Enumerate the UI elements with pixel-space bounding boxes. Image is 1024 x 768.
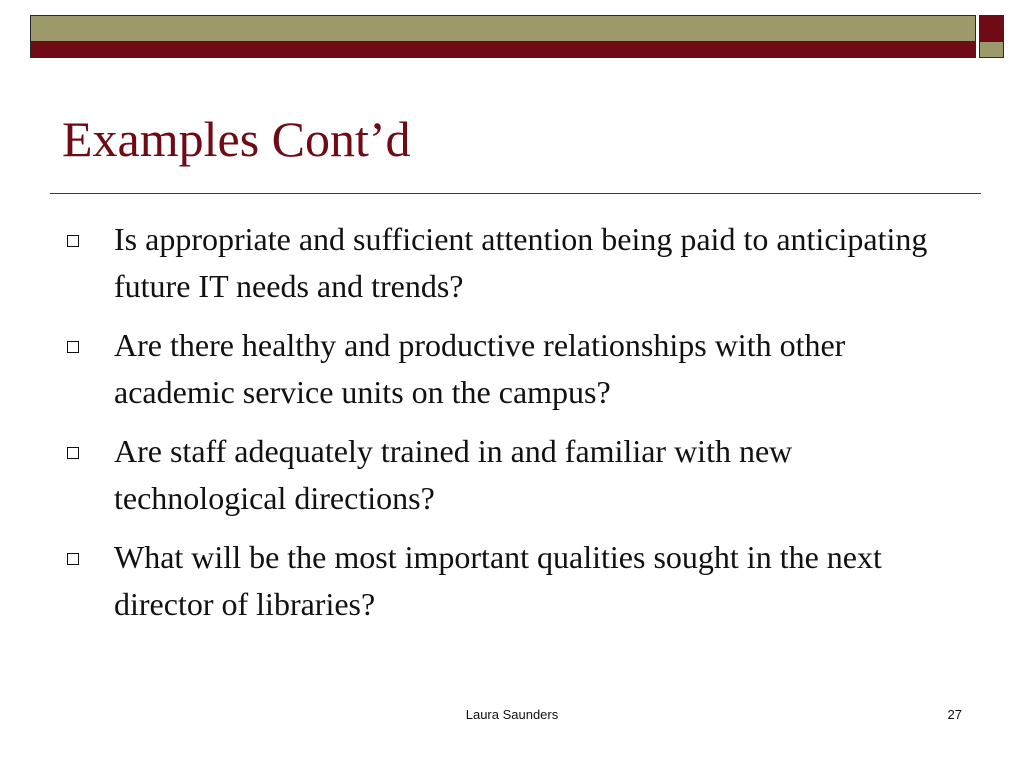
hollow-square-icon	[67, 341, 79, 353]
bullet-text: What will be the most important qualities sought in the next director of libraries?	[114, 539, 882, 622]
bullet-item	[62, 534, 972, 628]
hollow-square-icon	[67, 553, 79, 565]
bullet-text: Are staff adequately trained in and familiar with new technological directions?	[114, 433, 793, 516]
bullet-text: Are there healthy and productive relationships with other academic service units on the campus?	[114, 327, 846, 410]
bullet-list	[62, 216, 972, 640]
bullet-item	[62, 216, 972, 310]
header-band-olive	[30, 15, 976, 42]
footer-author: Laura Saunders	[465, 707, 559, 722]
slide-title: Examples Cont’d	[62, 111, 411, 167]
bullet-item	[62, 428, 972, 522]
hollow-square-icon	[67, 447, 79, 459]
bullet-item	[62, 322, 972, 416]
footer-page-number: 27	[947, 707, 962, 722]
header-band-maroon	[30, 42, 976, 58]
hollow-square-icon	[67, 235, 79, 247]
bullet-text: Is appropriate and sufficient attention being paid to anticipating future IT needs and trends?	[114, 221, 928, 304]
title-divider	[50, 193, 981, 194]
header-square-olive	[979, 42, 1004, 58]
header-square-maroon	[979, 15, 1004, 42]
